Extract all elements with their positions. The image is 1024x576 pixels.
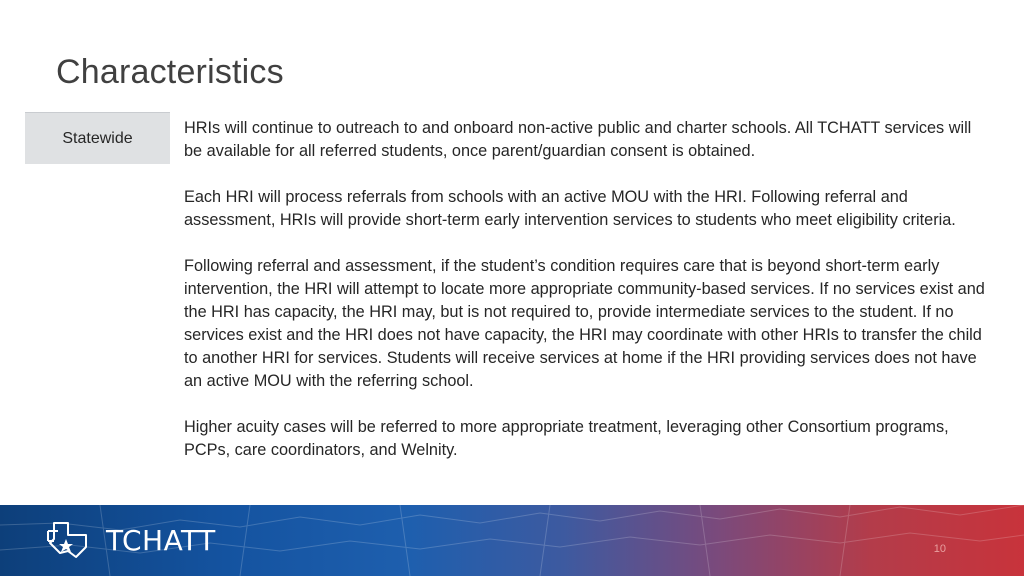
logo-text: TCHATT xyxy=(106,524,216,557)
slide-title: Characteristics xyxy=(56,53,284,91)
body-text xyxy=(184,117,992,485)
paragraph-1: HRIs will continue to outreach to and onboard non-active public and charter schools. All TCHATT services will be available for all referred students, once parent/guardian consent is obtained. xyxy=(184,119,972,160)
texas-star-icon xyxy=(46,519,94,563)
paragraph-2: Each HRI will process referrals from schools with an active MOU with the HRI. Following referral and assessment, HRIs will provide short-term early intervention services to students who meet eligibility criteria. xyxy=(184,188,956,229)
tchatt-logo xyxy=(46,519,216,563)
side-label-text: Statewide xyxy=(62,129,133,147)
paragraph-4: Higher acuity cases will be referred to more appropriate treatment, leveraging other Consortium programs, PCPs, care coordinators, and Welnity. xyxy=(184,418,949,459)
side-label-statewide xyxy=(25,112,170,164)
footer-banner xyxy=(0,505,1024,576)
paragraph-3: Following referral and assessment, if the student’s condition requires care that is beyond short-term early intervention, the HRI will attempt to locate more appropriate community-based services. If no services exist and the HRI has capacity, the HRI may, but is not required to, provide intermediate services to the student. If no services exist and the HRI does not have capacity, the HRI may coordinate with other HRIs to transfer the child to another HRI for services. Students will receive services at home if the HRI providing services does not have an active MOU with the referring school. xyxy=(184,257,985,390)
page-number: 10 xyxy=(933,543,946,555)
